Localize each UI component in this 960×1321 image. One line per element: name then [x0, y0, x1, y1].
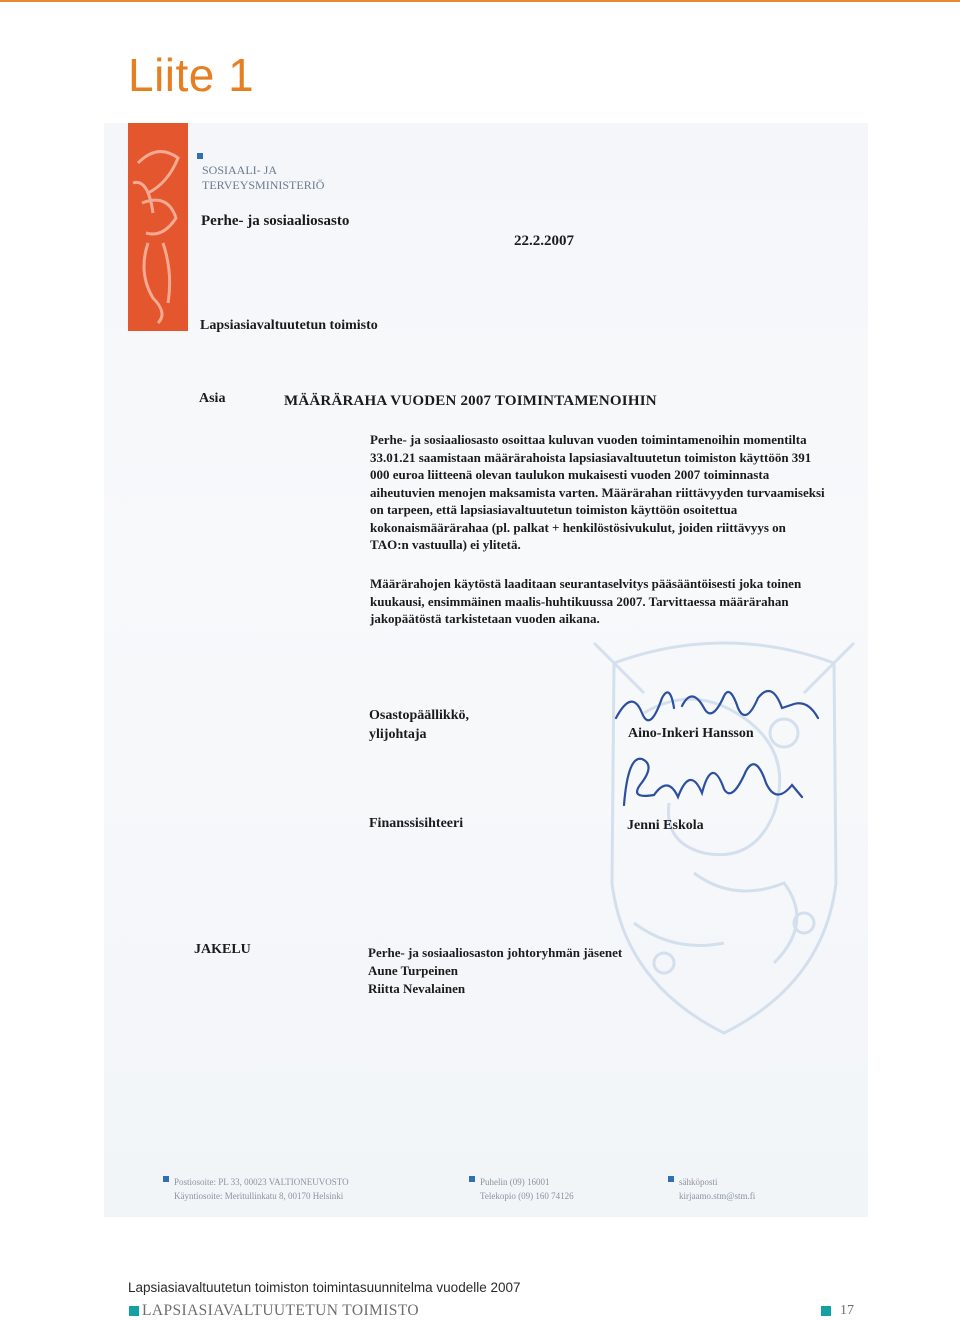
footer-bullet [469, 1176, 475, 1182]
footer-bullet [163, 1176, 169, 1182]
signature-eskola [616, 745, 806, 815]
scanned-letter [104, 123, 868, 1217]
distribution-label: JAKELU [194, 942, 251, 957]
ministry-name [202, 163, 324, 193]
department: Perhe- ja sosiaaliosasto [201, 213, 350, 229]
body-paragraph-2: Määrärahojen käytöstä laaditaan seurantaselvitys pääsääntöisesti joka toinen kuukausi, ensimmäinen maalis-huhtikuussa 2007. Tarvittaessa määrärahan jakopäätöstä tarkistetaan vuoden aikana. [370, 576, 802, 626]
distribution-list [368, 944, 622, 998]
footer-bullet [668, 1176, 674, 1182]
signatory-1-name: Aino-Inkeri Hansson [628, 726, 754, 741]
page-number: 17 [840, 1303, 854, 1318]
signatory-1-title-line-1: Osastopäällikkö, [369, 708, 469, 723]
distribution-item: Perhe- ja sosiaaliosaston johtoryhmän jäsenet [368, 945, 623, 960]
letter-footer-phone [480, 1175, 574, 1203]
footer-line: Käyntiosoite: Meritullinkatu 8, 00170 Helsinki [174, 1191, 344, 1201]
ministry-line-2: TERVEYSMINISTERIÖ [202, 178, 325, 192]
footer-line: Postiosoite: PL 33, 00023 VALTIONEUVOSTO [174, 1177, 349, 1187]
footer-line: kirjaamo.stm@stm.fi [679, 1191, 756, 1201]
signatory-1-title [369, 706, 469, 744]
ministry-line-1: SOSIAALI- JA [202, 163, 277, 177]
footer-square-icon [129, 1306, 139, 1316]
footer-line: Telekopio (09) 160 74126 [480, 1191, 574, 1201]
signatory-2-name: Jenni Eskola [627, 818, 704, 833]
recipient: Lapsiasiavaltuutetun toimisto [200, 318, 378, 333]
footer-line: Puhelin (09) 16001 [480, 1177, 550, 1187]
body-paragraph-1: Perhe- ja sosiaaliosasto osoittaa kuluvan vuoden toimintamenoihin momentilta 33.01.21 saamistaan määrärahoista lapsiasiavaltuutetun toimiston käyttöön 391 000 euroa liitteenä olevan taulukon mukaisesti vuoden 2007 toiminnasta aiheutuvien menojen maksamista varten. Määrärahan riittävyyden turvaamiseksi on tarpeen, että lapsiasiavaltuutetun toimiston käyttöön osoitettua kokonaismäärärahaa (pl. palkat + henkilöstösivukulut, joiden riittävyys on TAO:n vastuulla) ei ylitetä. [370, 432, 825, 552]
subject-title: MÄÄRÄRAHA VUODEN 2007 TOIMINTAMENOIHIN [284, 393, 657, 409]
ministry-bullet [197, 153, 203, 159]
distribution-item: Riitta Nevalainen [368, 981, 466, 996]
distribution-item: Aune Turpeinen [368, 963, 458, 978]
letter-footer-address [174, 1175, 349, 1203]
footer-organization: LAPSIASIAVALTUUTETUN TOIMISTO [142, 1302, 419, 1319]
subject-label: Asia [199, 391, 226, 406]
letter-date: 22.2.2007 [514, 233, 574, 249]
page-heading: Liite 1 [128, 49, 255, 101]
ministry-logo [128, 123, 188, 331]
top-rule [0, 0, 960, 2]
footer-square-icon [821, 1306, 831, 1316]
letter-footer-email [679, 1175, 755, 1203]
footer-line: sähköposti [679, 1177, 718, 1187]
document-caption: Lapsiasiavaltuutetun toimiston toimintasuunnitelma vuodelle 2007 [128, 1280, 521, 1295]
signatory-1-title-line-2: ylijohtaja [369, 727, 427, 742]
signatory-2-title: Finanssisihteeri [369, 816, 464, 831]
